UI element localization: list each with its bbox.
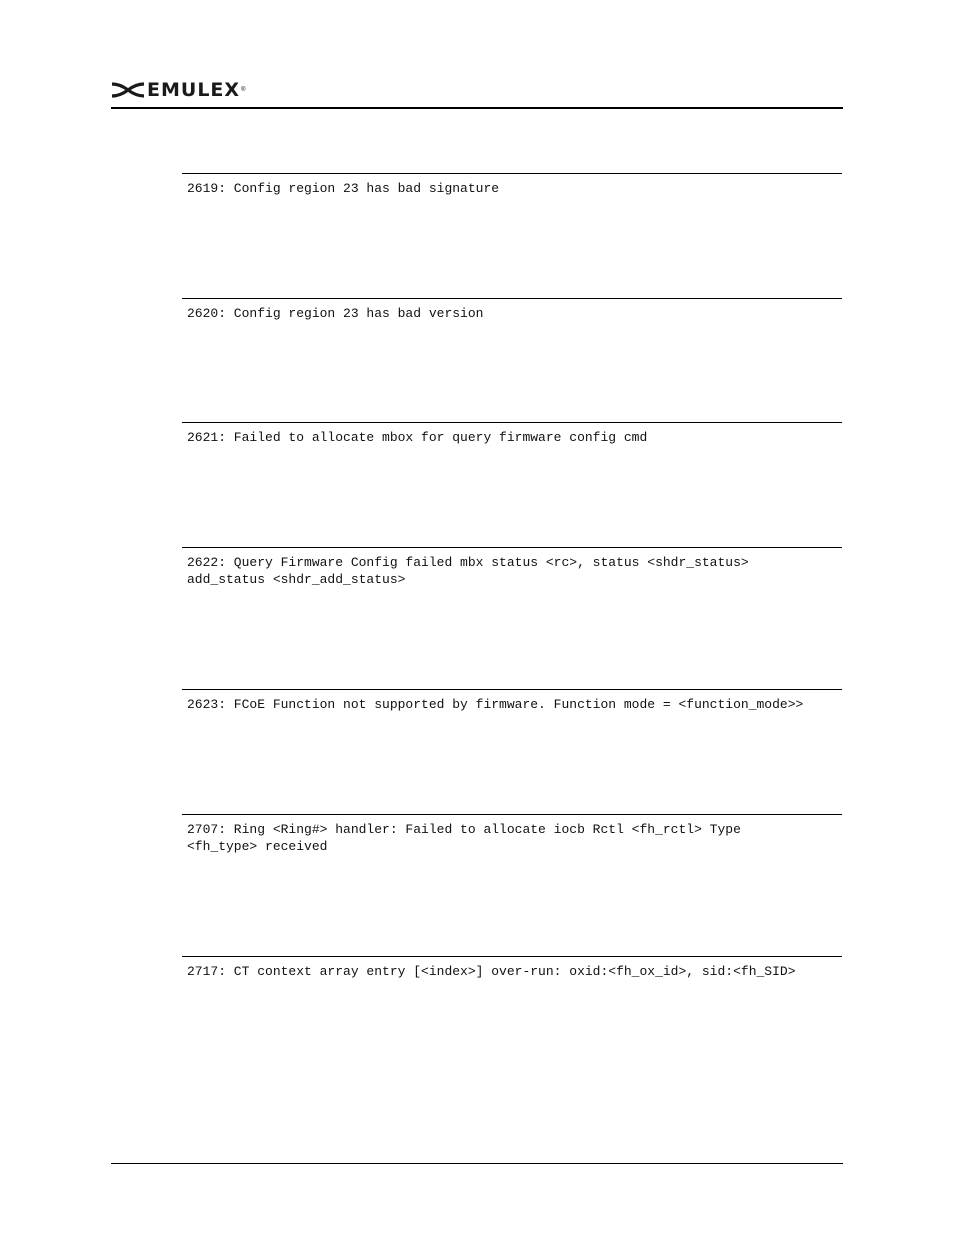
message-text: 2707: Ring <Ring#> handler: Failed to allocate iocb Rctl <fh_rctl> Type <fh_type> received bbox=[187, 822, 741, 854]
trademark-symbol: ® bbox=[241, 87, 246, 93]
message-text: 2620: Config region 23 has bad version bbox=[187, 306, 484, 321]
emulex-logo-icon bbox=[111, 81, 145, 99]
message-text: 2622: Query Firmware Config failed mbx status <rc>, status <shdr_status> add_status <shdr_add_status> bbox=[187, 555, 749, 587]
brand-name: EMULEX bbox=[147, 79, 241, 101]
message-entry bbox=[182, 956, 842, 980]
message-entry bbox=[182, 173, 842, 197]
message-entry bbox=[182, 422, 842, 446]
message-entry bbox=[182, 689, 842, 713]
message-entry bbox=[182, 814, 842, 855]
message-entry bbox=[182, 298, 842, 322]
message-text: 2619: Config region 23 has bad signature bbox=[187, 181, 500, 196]
message-text: 2621: Failed to allocate mbox for query firmware config cmd bbox=[187, 430, 648, 445]
page-header bbox=[111, 80, 245, 100]
message-text: 2717: CT context array entry [<index>] over-run: oxid:<fh_ox_id>, sid:<fh_SID> bbox=[187, 964, 796, 979]
header-divider bbox=[111, 107, 843, 109]
footer-divider bbox=[111, 1163, 843, 1164]
message-text: 2623: FCoE Function not supported by firmware. Function mode = <function_mode>> bbox=[187, 697, 804, 712]
message-entry bbox=[182, 547, 842, 588]
